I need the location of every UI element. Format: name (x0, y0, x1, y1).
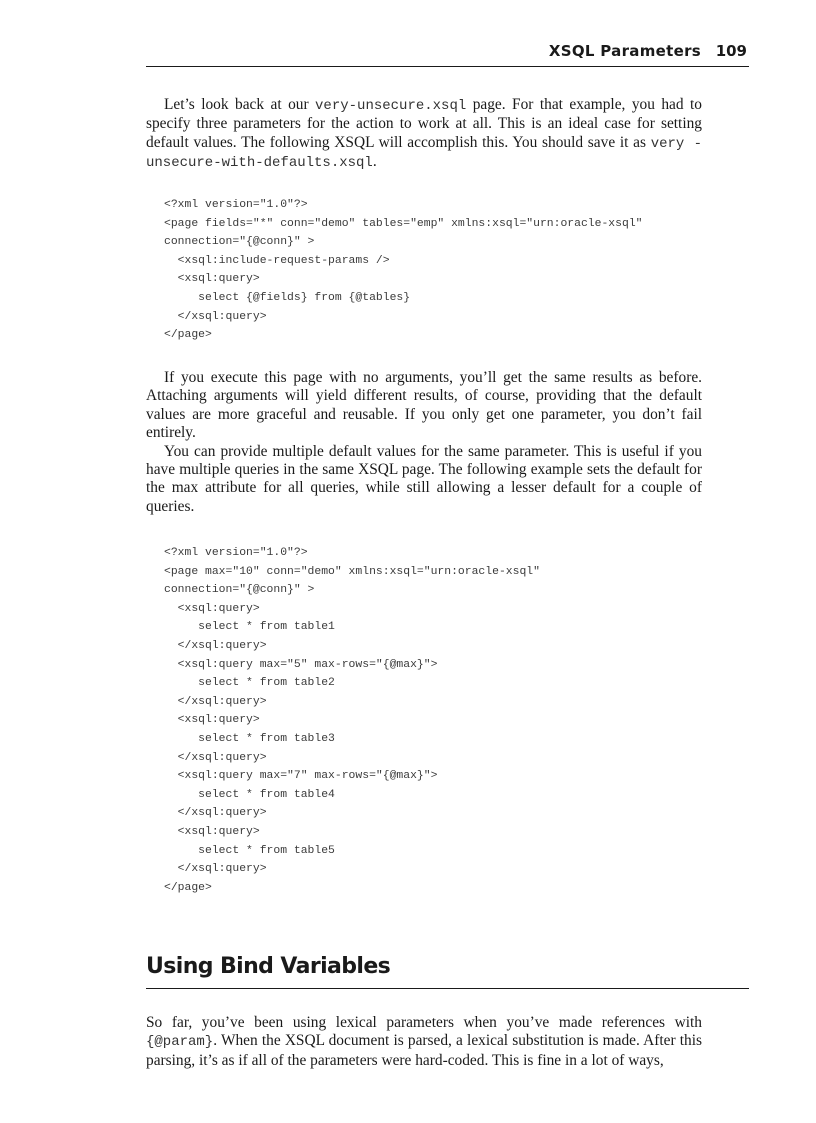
code-line: <xsql:include-request-params /> (164, 254, 390, 267)
running-header (146, 38, 749, 67)
inline-code: very -unsecure-with-defaults.xsql (146, 135, 702, 172)
code-line: connection="{@conn}" > (164, 236, 315, 249)
intro-paragraph (146, 96, 702, 173)
code-line: <xsql:query> (164, 714, 260, 727)
code-line: </page> (164, 329, 212, 342)
text-span: . When the XSQL document is parsed, a lexical substitution is made. After this parsing, it’s as if all of the parameters were hard-coded. This is fine in a lot of ways, (146, 1032, 702, 1069)
code-line: <?xml version="1.0"?> (164, 547, 308, 559)
code-line: select * from table2 (164, 677, 335, 690)
paragraph: You can provide multiple default values for the same parameter. This is useful if you have multiple queries in the same XSQL page. The following example sets the default for the max attribute for all queries, while still allowing a lesser default for a couple of queries. (146, 442, 702, 515)
text-span: page. For that example, you had to specify three parameters for the action to work at all. This is an ideal case for setting default values. The following XSQL will accomplish this. You should save it as (146, 96, 702, 151)
code-line: </xsql:query> (164, 807, 267, 820)
code-line: <page fields="*" conn="demo" tables="emp" xmlns:xsql="urn:oracle-xsql" (164, 217, 643, 230)
explanation-paragraph-block (146, 369, 702, 516)
inline-code: {@param} (146, 1034, 214, 1051)
code-line: <xsql:query> (164, 273, 260, 286)
code-line: </xsql:query> (164, 863, 267, 876)
section-paragraph-block (146, 1014, 702, 1070)
code-line: select * from table3 (164, 732, 335, 745)
running-header-title: XSQL Parameters (548, 42, 701, 60)
page-number: 109 (715, 42, 747, 60)
inline-code: very-unsecure.xsql (315, 98, 467, 114)
code-listing-1 (164, 196, 643, 345)
code-line: select {@fields} from {@tables} (164, 291, 411, 304)
code-line: </page> (164, 881, 212, 894)
text-span: Let’s look back at our (164, 96, 316, 113)
code-line: <?xml version="1.0"?> (164, 199, 308, 211)
paragraph (146, 1014, 702, 1070)
section-title: Using Bind Variables (146, 954, 391, 979)
code-line: <xsql:query max="7" max-rows="{@max}"> (164, 770, 438, 783)
intro-paragraph-block (146, 96, 702, 173)
code-listing-2 (164, 544, 540, 897)
paragraph: If you execute this page with no arguments, you’ll get the same results as before. Attaching arguments will yield different results, of course, providing that the default values are more graceful and reusable. If you only get one parameter, you don’t fail entirely. (146, 369, 702, 442)
code-line: select * from table1 (164, 621, 335, 634)
section-heading (146, 952, 749, 989)
text-span: So far, you’ve been using lexical parameters when you’ve made references with (146, 1014, 702, 1031)
code-line: </xsql:query> (164, 310, 267, 323)
text-span: . (372, 153, 377, 171)
code-line: <xsql:query max="5" max-rows="{@max}"> (164, 658, 438, 671)
code-line: </xsql:query> (164, 639, 267, 652)
code-line: select * from table4 (164, 788, 335, 801)
code-line: <xsql:query> (164, 602, 260, 615)
code-line: <page max="10" conn="demo" xmlns:xsql="urn:oracle-xsql" (164, 565, 540, 578)
code-line: select * from table5 (164, 844, 335, 857)
code-line: </xsql:query> (164, 695, 267, 708)
code-line: </xsql:query> (164, 751, 267, 764)
code-line: <xsql:query> (164, 825, 260, 838)
code-line: connection="{@conn}" > (164, 584, 315, 597)
